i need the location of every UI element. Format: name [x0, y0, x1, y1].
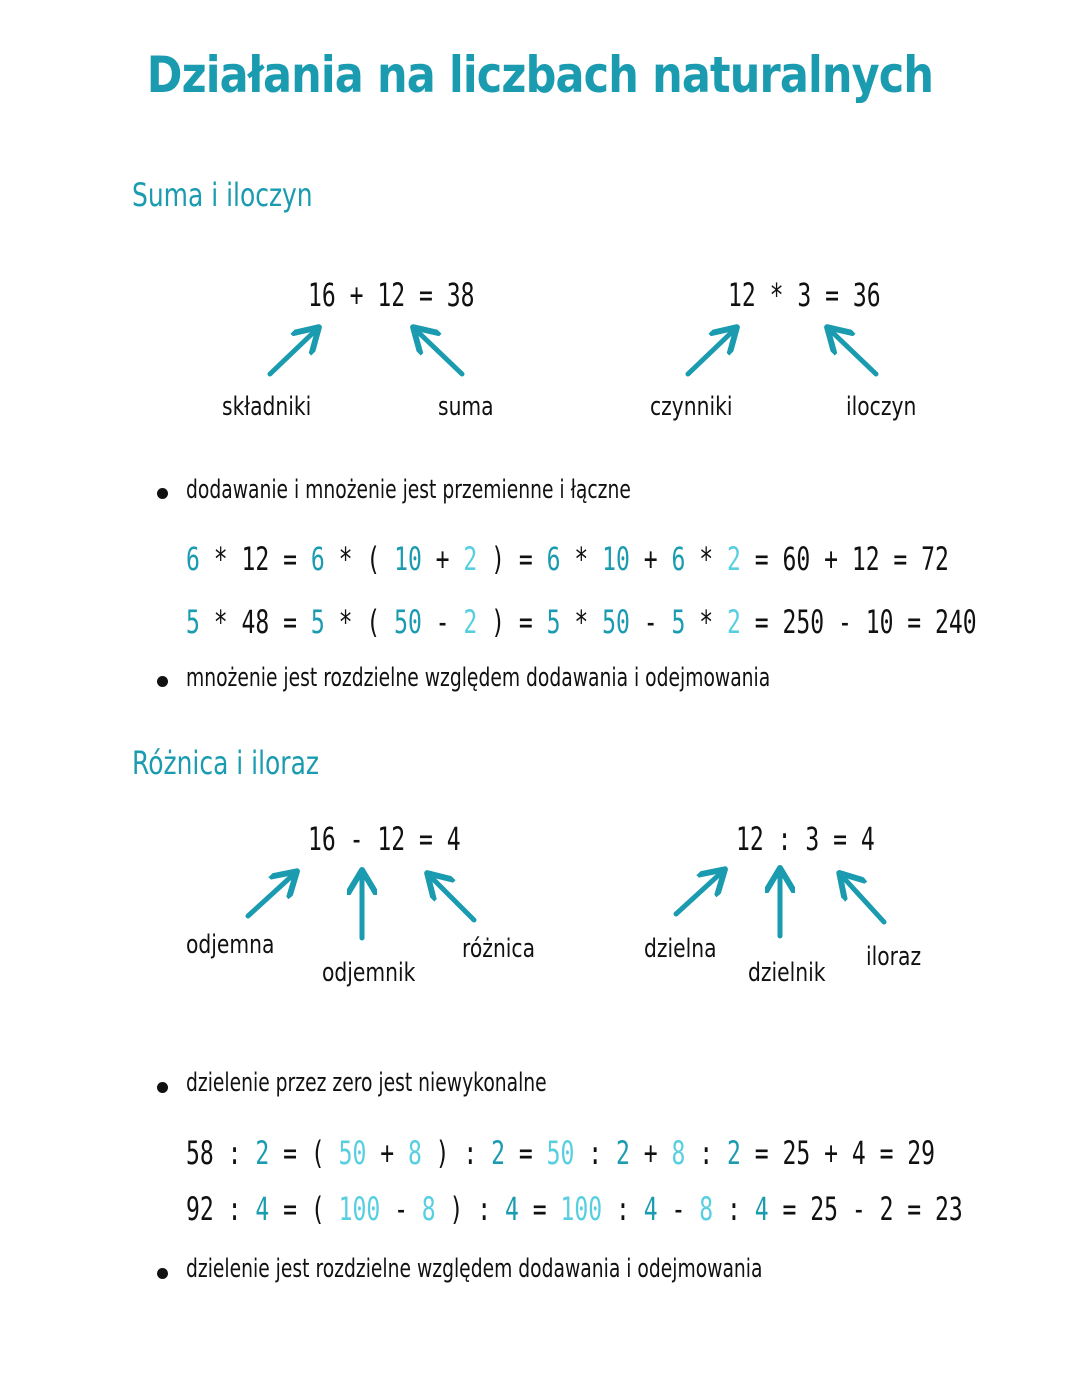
- equation-segment: :: [713, 1190, 755, 1228]
- bullet-rozdzielne-dzielenie: dzielenie jest rozdzielne względem dodawania i odejmowania: [186, 1254, 763, 1284]
- equation-segment: 100: [338, 1190, 381, 1228]
- equation-segment: 5: [671, 603, 686, 641]
- equation-segment: 5: [310, 603, 325, 641]
- label-dzielnik: dzielnik: [748, 958, 826, 988]
- label-czynniki: czynniki: [650, 392, 733, 422]
- equation-segment: *: [560, 603, 603, 641]
- bullet-dzielenie-zero: dzielenie przez zero jest niewykonalne: [186, 1068, 547, 1098]
- equation-segment: 100: [560, 1190, 603, 1228]
- equation-segment: 4: [754, 1190, 769, 1228]
- equation-segment: *: [685, 603, 727, 641]
- arrow-odjemna: [248, 874, 294, 916]
- label-iloczyn: iloczyn: [846, 392, 917, 422]
- equation-segment: * 48 =: [199, 603, 311, 641]
- bullet-przemienne: dodawanie i mnożenie jest przemienne i łączne: [186, 475, 631, 505]
- equation-segment: 8: [671, 1134, 686, 1172]
- equation-segment: 4: [255, 1190, 270, 1228]
- equation-segment: = 250 - 10 = 240: [740, 603, 977, 641]
- label-odjemnik: odjemnik: [322, 958, 416, 988]
- section-heading-suma-iloczyn: Suma i iloczyn: [132, 176, 313, 214]
- equation-segment: :: [574, 1134, 617, 1172]
- equation-segment: 92 :: [186, 1190, 256, 1228]
- equation-segment: 6: [186, 540, 200, 578]
- equation-segment: 8: [699, 1190, 714, 1228]
- equation-segment: 50: [394, 603, 422, 641]
- label-skladniki: składniki: [222, 392, 312, 422]
- equation-segment: 5: [546, 603, 561, 641]
- equation-sum: 16 + 12 = 38: [308, 276, 475, 314]
- equation-segment: ) =: [477, 603, 547, 641]
- label-suma: suma: [438, 392, 494, 422]
- equation-segment: =: [505, 1134, 547, 1172]
- arrow-dzielna: [676, 872, 722, 914]
- equation-segment: *: [685, 540, 727, 578]
- equation-segment: 2: [726, 540, 741, 578]
- equation-segment: +: [366, 1134, 408, 1172]
- equation-segment: 2: [255, 1134, 270, 1172]
- equation-segment: -: [657, 1190, 700, 1228]
- equation-segment: 50: [338, 1134, 367, 1172]
- label-dzielna: dzielna: [644, 934, 717, 964]
- equation-segment: 6: [546, 540, 561, 578]
- equation-segment: -: [421, 603, 464, 641]
- equation-segment: ) :: [435, 1190, 506, 1228]
- equation-segment: 50: [546, 1134, 575, 1172]
- equation-segment: * (: [324, 540, 395, 578]
- equation-segment: 2: [463, 603, 478, 641]
- equation-segment: 10: [394, 540, 422, 578]
- equation-segment: 8: [421, 1190, 436, 1228]
- arrow-roznica: [430, 876, 474, 920]
- label-odjemna: odjemna: [186, 930, 275, 960]
- equation-segment: 5: [186, 603, 200, 641]
- equation-difference: 16 - 12 = 4: [308, 820, 461, 858]
- equation-segment: 2: [726, 1134, 741, 1172]
- equation-segment: +: [629, 540, 672, 578]
- equation-segment: -: [629, 603, 672, 641]
- equation-segment: 58 :: [186, 1134, 256, 1172]
- equation-segment: 2: [491, 1134, 506, 1172]
- equation-segment: -: [380, 1190, 422, 1228]
- equation-segment: 6: [310, 540, 325, 578]
- equation-segment: = 60 + 12 = 72: [740, 540, 949, 578]
- equation-segment: = 25 - 2 = 23: [768, 1190, 963, 1228]
- equation-segment: = 25 + 4 = 29: [740, 1134, 936, 1172]
- equation-segment: *: [560, 540, 603, 578]
- arrow-skladniki: [270, 330, 316, 374]
- equation-segment: +: [421, 540, 464, 578]
- equation-segment: * 12 =: [199, 540, 311, 578]
- label-iloraz: iloraz: [866, 942, 922, 972]
- label-roznica: różnica: [462, 934, 536, 964]
- equation-segment: 8: [407, 1134, 422, 1172]
- equation-segment: = (: [269, 1190, 339, 1228]
- equation-segment: 2: [463, 540, 478, 578]
- arrow-czynniki: [688, 330, 734, 374]
- arrow-iloraz: [842, 876, 884, 922]
- equation-segment: 4: [643, 1190, 658, 1228]
- bullet-rozdzielne-mnozenie: mnożenie jest rozdzielne względem dodawania i odejmowania: [186, 663, 771, 693]
- equation-segment: 4: [505, 1190, 519, 1228]
- equation-segment: 2: [726, 603, 741, 641]
- equation-segment: 2: [616, 1134, 630, 1172]
- equation-segment: 6: [671, 540, 686, 578]
- equation-segment: :: [602, 1190, 644, 1228]
- equation-segment: ) =: [477, 540, 547, 578]
- page-title: Działania na liczbach naturalnych: [146, 46, 934, 104]
- equation-quotient: 12 : 3 = 4: [736, 820, 875, 858]
- equation-segment: * (: [324, 603, 395, 641]
- equation-segment: :: [685, 1134, 727, 1172]
- equation-segment: =: [518, 1190, 561, 1228]
- section-heading-roznica-iloraz: Różnica i iloraz: [132, 744, 319, 782]
- equation-segment: = (: [269, 1134, 339, 1172]
- arrow-suma: [416, 330, 462, 374]
- equation-segment: ) :: [421, 1134, 492, 1172]
- equation-segment: 10: [602, 540, 630, 578]
- equation-product: 12 * 3 = 36: [728, 276, 881, 314]
- equation-segment: 50: [602, 603, 630, 641]
- arrow-iloczyn: [830, 330, 876, 374]
- equation-segment: +: [629, 1134, 672, 1172]
